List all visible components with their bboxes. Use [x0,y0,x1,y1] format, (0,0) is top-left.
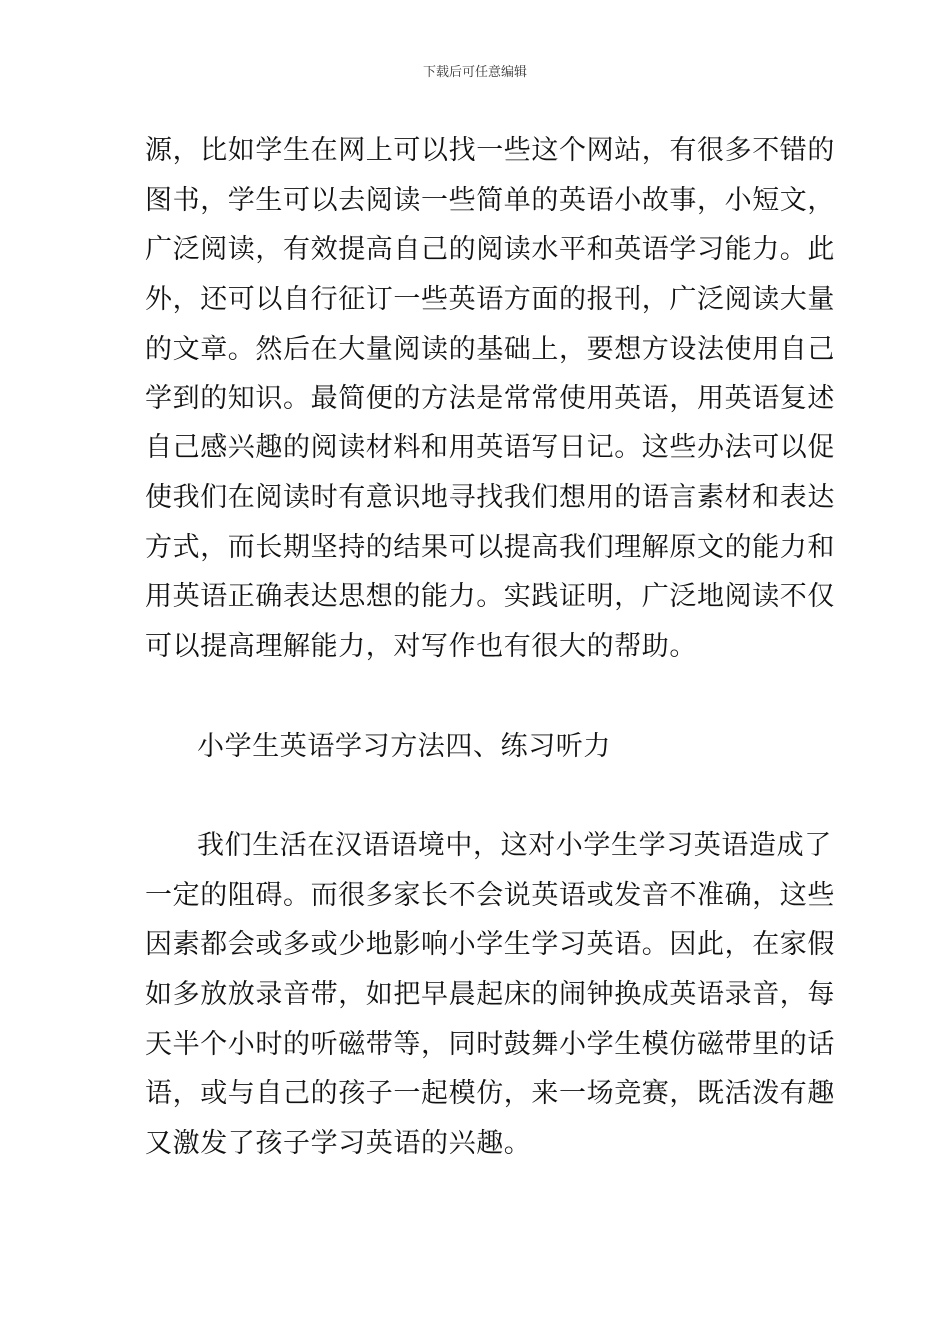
paragraph-line: 我们生活在汉语语境中，这对小学生学习英语造成了 [197,830,832,861]
paragraph-line: 图书，学生可以去阅读一些简单的英语小故事，小短文， [145,185,835,216]
paragraph-line: 天半个小时的听磁带等，同时鼓舞小学生模仿磁带里的话 [145,1029,835,1060]
paragraph-line: 学到的知识。最简便的方法是常常使用英语，用英语复述 [145,383,835,414]
paragraph-line: 又激发了孩子学习英语的兴趣。 [145,1128,532,1159]
paragraph-line: 的文章。然后在大量阅读的基础上，要想方设法使用自己 [145,334,835,365]
header-note: 下载后可任意编辑 [422,65,527,80]
paragraph-line: 外，还可以自行征订一些英语方面的报刊，广泛阅读大量 [145,284,835,315]
paragraph-line: 如多放放录音带，如把早晨起床的闹钟换成英语录音，每 [145,979,835,1010]
paragraph-line: 方式，而长期坚持的结果可以提高我们理解原文的能力和 [145,532,835,563]
paragraph-line: 因素都会或多或少地影响小学生学习英语。因此，在家假 [145,929,835,960]
paragraph-line: 广泛阅读，有效提高自己的阅读水平和英语学习能力。此 [145,234,835,265]
paragraph-line: 使我们在阅读时有意识地寻找我们想用的语言素材和表达 [145,482,835,513]
paragraph-line: 源，比如学生在网上可以找一些这个网站，有很多不错的 [145,135,835,166]
paragraph-line: 语，或与自己的孩子一起模仿，来一场竞赛，既活泼有趣 [145,1078,835,1109]
paragraph-line: 一定的阻碍。而很多家长不会说英语或发音不准确，这些 [145,880,835,911]
section-heading: 小学生英语学习方法四、练习听力 [197,731,611,762]
paragraph-line: 自己感兴趣的阅读材料和用英语写日记。这些办法可以促 [145,432,835,463]
paragraph-line: 可以提高理解能力，对写作也有很大的帮助。 [145,631,697,662]
paragraph-line: 用英语正确表达思想的能力。实践证明，广泛地阅读不仅 [145,581,835,612]
